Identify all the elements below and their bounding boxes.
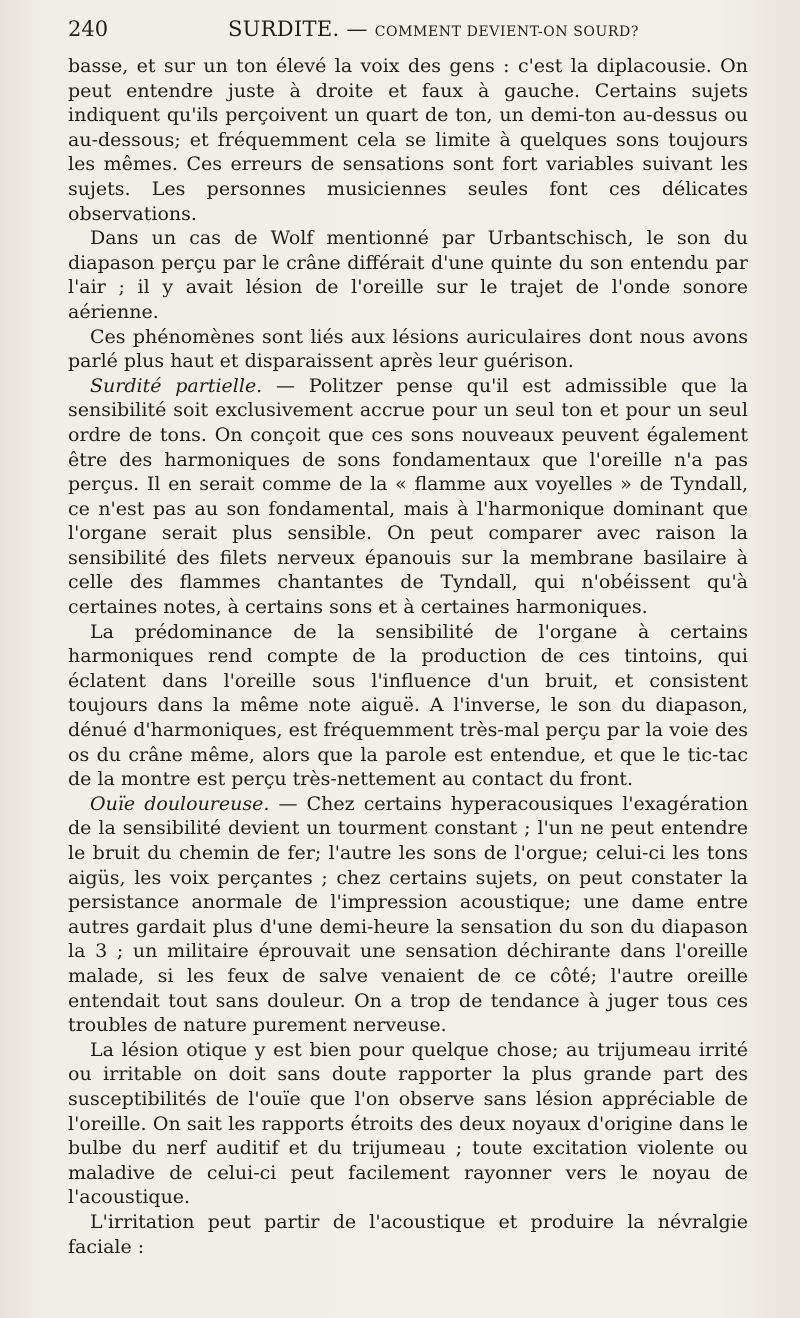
running-head bbox=[228, 14, 639, 47]
paragraph-3: Ces phénomènes sont liés aux lésions auriculaires dont nous avons parlé plus haut et disparaissent après leur guérison. bbox=[68, 325, 748, 373]
paragraph-6-text: — Chez certains hyperacousiques l'exagération de la sensibilité devient un tourment constant ; l'un ne peut entendre le bruit du chemin de fer; l'autre les sons de l'orgue; celui-ci les tons aigüs, les voix perçantes ; chez certains sujets, on peut constater la persistance anormale de l'impression acoustique; une dame entre autres gardait plus d'une demi-heure la sensation du son du diapason la 3 ; un militaire éprouvait une sensation déchirante dans l'oreille malade, si les feux de salve venaient de ce côté; l'autre oreille entendait tout sans douleur. On a trop de tendance à juger tous ces troubles de nature purement nerveuse. bbox=[68, 792, 748, 1037]
paragraph-5: La prédominance de la sensibilité de l'organe à certains harmoniques rend compte de la production de ces tintoins, qui éclatent dans l'oreille sous l'influence d'un bruit, et consistent toujours dans la même note aiguë. A l'inverse, le son du diapason, dénué d'harmoniques, est fréquemment très-mal perçu par la voie des os du crâne même, alors que la parole est entendue, et que le tic-tac de la montre est perçu très-nettement au contact du front. bbox=[68, 620, 748, 791]
page-body bbox=[68, 54, 748, 1259]
paragraph-4 bbox=[68, 374, 748, 620]
paragraph-6 bbox=[68, 792, 748, 1038]
page-header bbox=[68, 14, 748, 44]
paragraph-2: Dans un cas de Wolf mentionné par Urbantschisch, le son du diapason perçu par le crâne différait d'une quinte du son entendu par l'air ; il y avait lésion de l'oreille sur le trajet de l'onde sonore aérienne. bbox=[68, 227, 748, 323]
paragraph-7: La lésion otique y est bien pour quelque chose; au trijumeau irrité ou irritable on doit sans doute rapporter la plus grande part des susceptibilités de l'ouïe que l'on observe sans lésion appréciable de l'oreille. On sait les rapports étroits des deux noyaux d'origine dans le bulbe du nerf auditif et du trijumeau ; toute excitation violente ou maladive de celui-ci peut facilement rayonner vers le noyau de l'acoustique. bbox=[68, 1038, 748, 1209]
running-head-sub: COMMENT DEVIENT-ON SOURD? bbox=[374, 24, 639, 40]
running-head-main: SURDITE. — bbox=[228, 17, 375, 41]
paragraph-4-text: — Politzer pense qu'il est admissible que la sensibilité soit exclusivement accrue pour un seul ton et pour un seul ordre de tons. On conçoit que ces sons nouveaux peuvent également être des harmoniques de sons fondamentaux que l'oreille n'a pas perçus. Il en serait comme de la « flamme aux voyelles » de Tyndall, ce n'est pas au son fondamental, mais à l'harmonique dominant que l'organe serait plus sensible. On peut comparer avec raison la sensibilité des filets nerveux épanouis sur la membrane basilaire à celle des flammes chantantes de Tyndall, qui n'obéissent qu'à certaines notes, à certains sons et à certaines harmoniques. bbox=[68, 374, 748, 619]
section-heading-surdite-partielle: Surdité partielle. bbox=[90, 374, 263, 397]
section-heading-ouie-douloureuse: Ouïe douloureuse. bbox=[90, 792, 270, 815]
paragraph-1: basse, et sur un ton élevé la voix des gens : c'est la diplacousie. On peut entendre juste à droite et faux à gauche. Certains sujets indiquent qu'ils perçoivent un quart de ton, un demi-ton au-dessus ou au-dessous; et fréquemment cela se limite à quelques sons toujours les mêmes. Ces erreurs de sensations sont fort variables suivant les sujets. Les personnes musiciennes seules font ces délicates observations. bbox=[68, 55, 748, 225]
page-number: 240 bbox=[68, 17, 109, 41]
paragraph-8: L'irritation peut partir de l'acoustique et produire la névralgie faciale : bbox=[68, 1210, 748, 1258]
